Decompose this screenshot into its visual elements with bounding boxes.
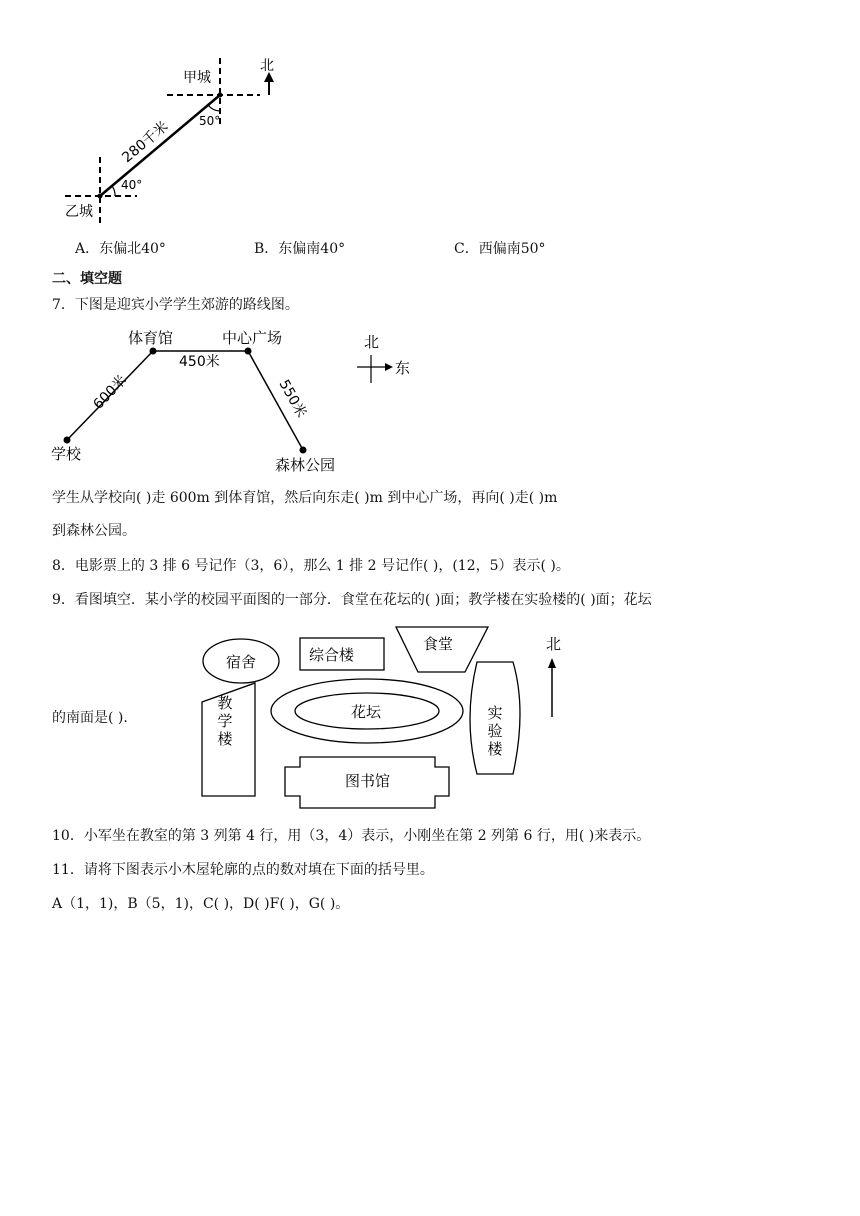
section-title: 二、填空题 (52, 271, 122, 287)
compass-east: 东 (395, 359, 411, 377)
canteen-label: 食堂 (423, 635, 454, 653)
q8-text: 8．电影票上的 3 排 6 号记作（3，6），那么 1 排 2 号记作( )，(12，5）表示( )。 (52, 558, 570, 574)
q7-line1: 学生从学校向( )走 600m 到体育馆，然后向东走( )m 到中心广场，再向( )走( )m (52, 490, 558, 506)
angle-40-label: 40° (121, 178, 143, 192)
yi-label: 乙城 (65, 204, 93, 220)
route-map-q7 (45, 325, 425, 475)
school-point (64, 437, 71, 444)
center-point (245, 348, 252, 355)
school-label: 学校 (51, 445, 82, 463)
option-c: C．西偏南50° (454, 241, 546, 257)
jia-label: 甲城 (183, 70, 211, 86)
d3-label: 550米 (275, 377, 310, 421)
teaching-label-1: 教 (217, 694, 233, 712)
park-point (300, 447, 307, 454)
option-b: B．东偏南40° (254, 241, 346, 257)
center-label: 中心广场 (222, 329, 283, 347)
q9-line1: 9．看图填空．某小学的校园平面图的一部分．食堂在花坛的( )面；教学楼在实验楼的( )面；花坛 (52, 592, 652, 608)
direction-figure-q6 (55, 55, 295, 230)
lab-label-2: 验 (487, 722, 503, 740)
flower-label: 花坛 (351, 703, 382, 721)
library-label: 图书馆 (345, 772, 391, 790)
teaching-label-3: 楼 (217, 730, 233, 748)
compass-north: 北 (364, 333, 380, 351)
option-a: A．东偏北40° (75, 241, 166, 257)
complex-label: 综合楼 (309, 646, 355, 664)
campus-map-q9 (195, 620, 575, 812)
q11-text: 11．请将下图表示小木屋轮廓的点的数对填在下面的括号里。 (52, 862, 434, 878)
q10-text: 10．小军坐在教室的第 3 列第 4 行，用（3，4）表示，小刚坐在第 2 列第 6 行，用( )来表示。 (52, 828, 651, 844)
angle-50-label: 50° (199, 114, 221, 128)
q9-line2: 的南面是( ). (52, 710, 128, 726)
q11-line: A（1，1)，B（5，1)，C( )，D( )F( )，G( )。 (52, 896, 350, 912)
d2-label: 450米 (179, 354, 220, 370)
angle-arc-40 (112, 186, 115, 196)
angle-arc-50 (208, 105, 220, 111)
d1-label: 600米 (90, 372, 131, 413)
gym-label: 体育馆 (128, 329, 174, 347)
campus-north-label: 北 (546, 635, 562, 653)
gym-point (150, 348, 157, 355)
q7-text: 7．下图是迎宾小学学生郊游的路线图。 (52, 297, 299, 313)
park-label: 森林公园 (275, 456, 336, 474)
dorm-label: 宿舍 (226, 653, 257, 671)
distance-label: 280千米 (119, 118, 172, 167)
q7-line2: 到森林公园。 (52, 523, 136, 539)
lab-label-1: 实 (487, 704, 503, 722)
lab-label-3: 楼 (487, 740, 503, 758)
north-label: 北 (260, 58, 274, 74)
teaching-label-2: 学 (217, 712, 233, 730)
route-line (100, 95, 220, 196)
